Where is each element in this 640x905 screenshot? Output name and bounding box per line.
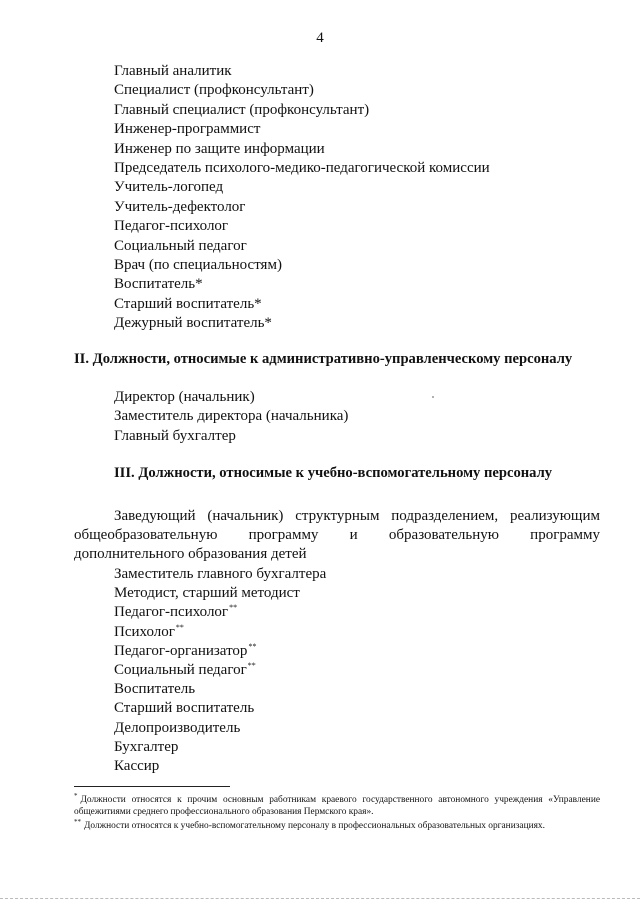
list-item: Заместитель директора (начальника) [114, 408, 349, 425]
list-item: Педагог-психолог** [114, 603, 238, 621]
section-3-list [114, 565, 327, 776]
list-item: Старший воспитатель* [114, 295, 262, 312]
scan-speck [432, 396, 434, 398]
list-item: Председатель психолого-медико-педагогической комиссии [114, 159, 490, 176]
footnote-2: ** Должности относятся к учебно-вспомогательному персоналу в профессиональных образовательных организациях. [74, 817, 545, 831]
list-item: Учитель-логопед [114, 179, 224, 196]
list-item: Главный бухгалтер [114, 427, 236, 444]
page-number: 4 [316, 30, 324, 46]
list-item: Инженер-программист [114, 121, 261, 138]
list-item: Директор (начальник) [114, 389, 255, 405]
list-item: Методист, старший методист [114, 585, 300, 602]
list-item: Психолог** [114, 622, 184, 640]
list-item: Учитель-дефектолог [114, 198, 246, 215]
list-item: Старший воспитатель [114, 700, 255, 717]
list-item: Заместитель главного бухгалтера [114, 566, 327, 582]
scan-edge-line [0, 898, 640, 899]
list-item: Делопроизводитель [114, 719, 241, 736]
list-item: Инженер по защите информации [114, 140, 325, 157]
section-3-paragraph: Заведующий (начальник) структурным подразделением, реализующим общеобразовательную программу и образовательную программу дополнительного образования детей [74, 508, 600, 562]
list-item: Педагог-организатор** [114, 641, 257, 659]
list-item: Специалист (профконсультант) [114, 82, 314, 99]
list-item: Главный аналитик [114, 63, 232, 79]
list-item: Врач (по специальностям) [114, 256, 282, 273]
list-item: Социальный педагог [114, 237, 247, 254]
section-3-heading: III. Должности, относимые к учебно-вспомогательному персоналу [114, 465, 553, 481]
section-2-list [114, 388, 348, 446]
list-item: Дежурный воспитатель* [114, 315, 272, 332]
list-item: Главный специалист (профконсультант) [114, 101, 370, 118]
footnote-1: * Должности относятся к прочим основным работникам краевого государственного автономного учреждения «Управление общежитиями среднего профессионального образования Пермского края». [74, 791, 600, 817]
list-item: Воспитатель* [114, 276, 203, 293]
list-item: Бухгалтер [114, 738, 179, 755]
section-2-heading: II. Должности, относимые к административно-управленческому персоналу [74, 351, 573, 367]
footnote-separator [74, 786, 230, 787]
positions-list-top [114, 62, 490, 333]
list-item: Социальный педагог** [114, 660, 256, 678]
list-item: Педагог-психолог [114, 218, 229, 235]
list-item: Кассир [114, 757, 160, 774]
list-item: Воспитатель [114, 681, 196, 698]
